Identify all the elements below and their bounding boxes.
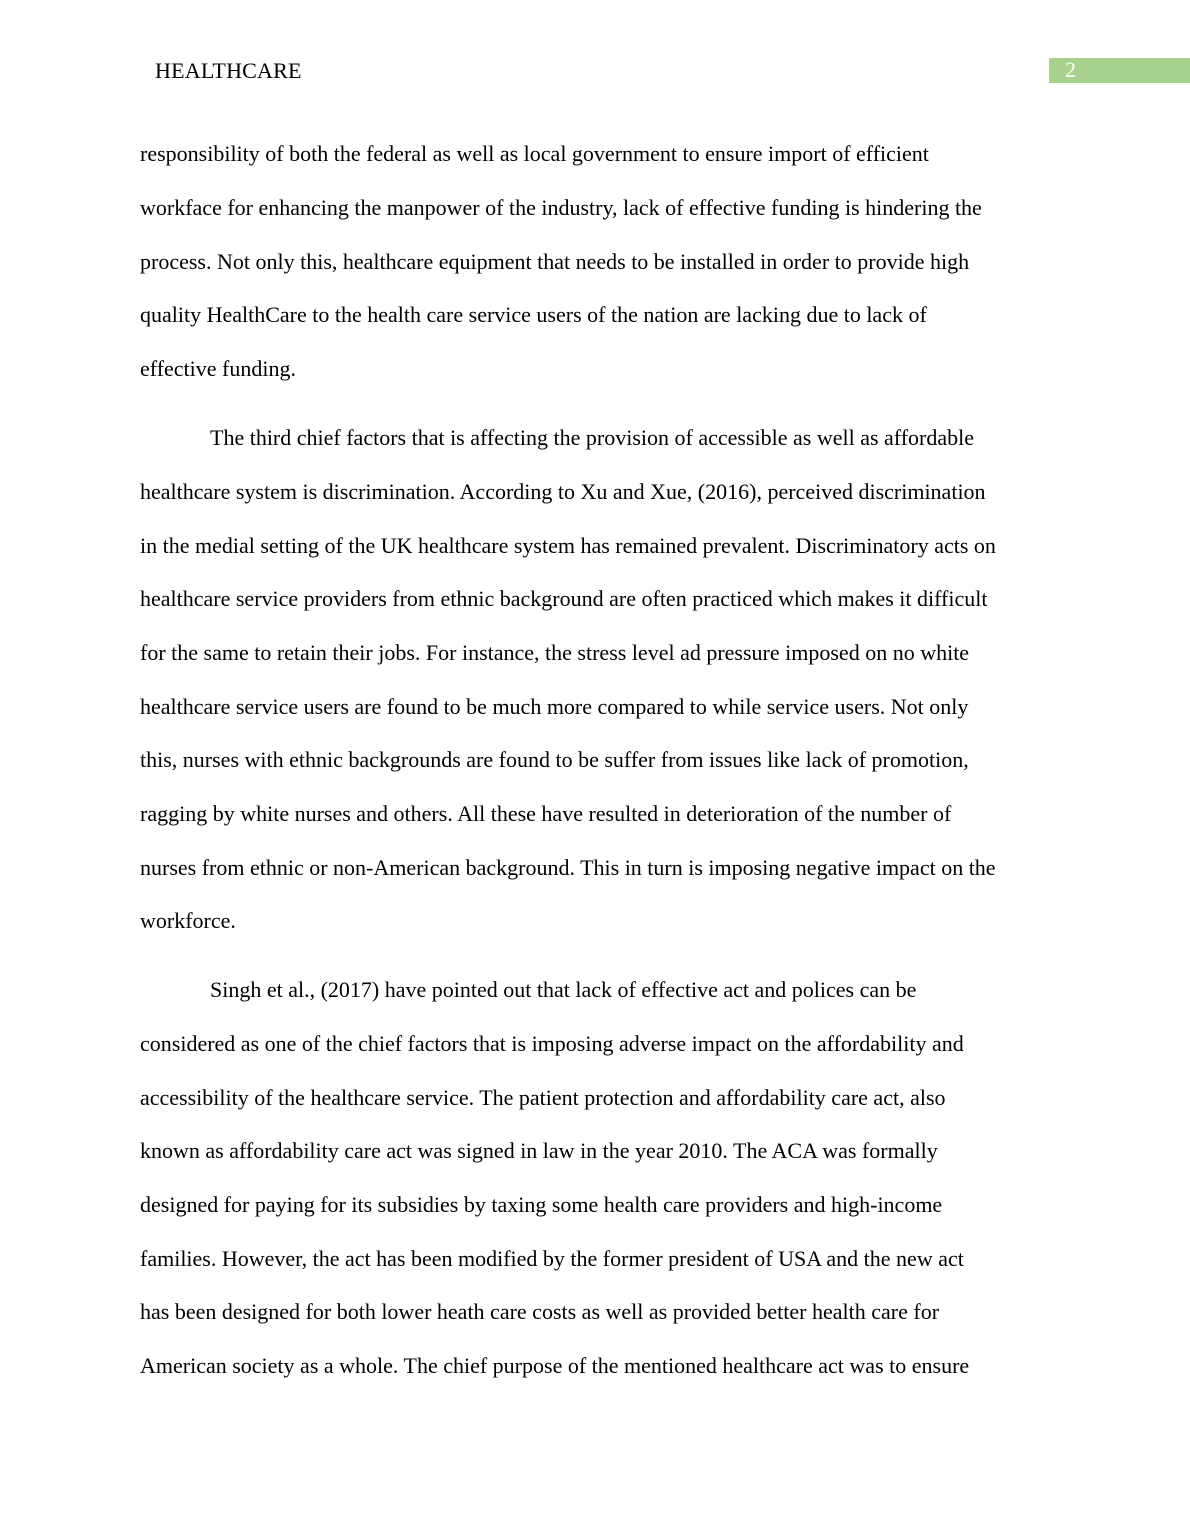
running-header-title: HEALTHCARE [155, 58, 302, 83]
paragraph-line: known as affordability care act was signed in law in the year 2010. The ACA was formally [140, 1138, 938, 1163]
page-number: 2 [1065, 57, 1076, 82]
paragraph-line: accessibility of the healthcare service. The patient protection and affordability care act, also [140, 1085, 946, 1110]
paragraph-line: workface for enhancing the manpower of the industry, lack of effective funding is hindering the [140, 195, 982, 220]
paragraph-line: designed for paying for its subsidies by taxing some health care providers and high-income [140, 1192, 943, 1217]
paragraph-line: The third chief factors that is affecting the provision of accessible as well as affordable [210, 425, 975, 450]
paragraph-line: this, nurses with ethnic backgrounds are found to be suffer from issues like lack of promotion, [140, 747, 969, 772]
paragraph-line: families. However, the act has been modified by the former president of USA and the new act [140, 1246, 964, 1271]
paragraph-line: responsibility of both the federal as well as local government to ensure import of efficient [140, 141, 929, 166]
paragraph-line: process. Not only this, healthcare equipment that needs to be installed in order to provide high [140, 249, 970, 274]
paragraph-line: for the same to retain their jobs. For instance, the stress level ad pressure imposed on no white [140, 640, 970, 665]
page-number-box [1049, 58, 1190, 83]
paragraph-line: ragging by white nurses and others. All these have resulted in deterioration of the number of [140, 801, 952, 826]
paragraph-line: healthcare service providers from ethnic background are often practiced which makes it difficult [140, 586, 988, 611]
paragraph-line: effective funding. [140, 356, 296, 381]
paragraph-line: American society as a whole. The chief purpose of the mentioned healthcare act was to ensure [140, 1353, 970, 1378]
paragraph-line: healthcare service users are found to be much more compared to while service users. Not only [140, 694, 969, 719]
paragraph-line: quality HealthCare to the health care service users of the nation are lacking due to lack of [140, 302, 927, 327]
paragraph-line: considered as one of the chief factors that is imposing adverse impact on the affordability and [140, 1031, 964, 1056]
paragraph-line: healthcare system is discrimination. According to Xu and Xue, (2016), perceived discrimination [140, 479, 986, 504]
paragraph-line: nurses from ethnic or non-American background. This in turn is imposing negative impact on the [140, 855, 996, 880]
paragraph-line: Singh et al., (2017) have pointed out that lack of effective act and polices can be [210, 977, 917, 1002]
paragraph-line: workforce. [140, 908, 236, 933]
paragraph-line: has been designed for both lower heath care costs as well as provided better health care for [140, 1299, 940, 1324]
paragraph-line: in the medial setting of the UK healthcare system has remained prevalent. Discriminatory acts on [140, 533, 996, 558]
